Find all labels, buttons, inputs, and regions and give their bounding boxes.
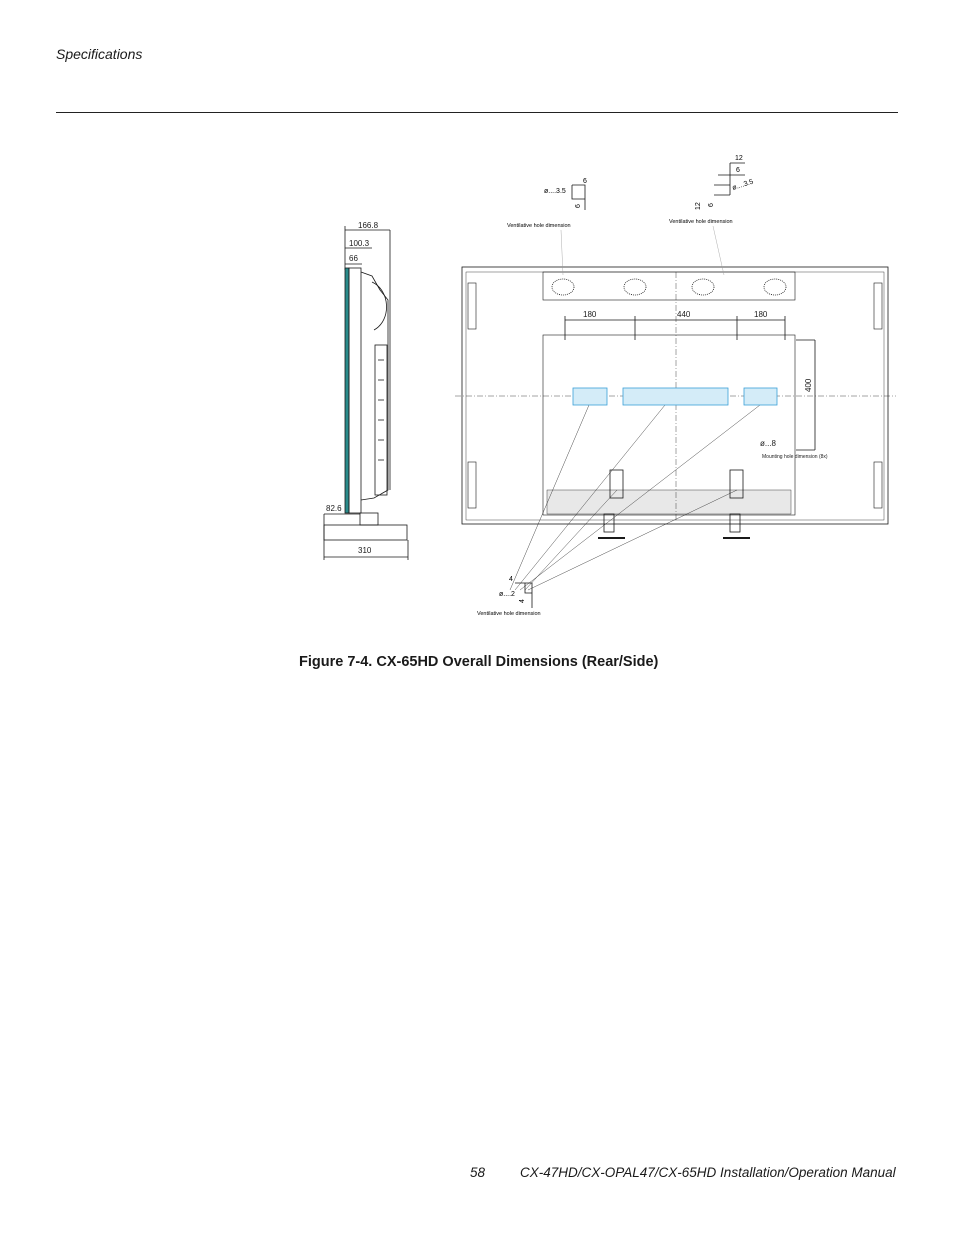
manual-title: CX-47HD/CX-OPAL47/CX-65HD Installation/Operation Manual [520,1165,896,1180]
vent-b-diameter: ø....3.5 [731,178,755,192]
label-spacing-left: 180 [583,310,597,319]
vent-c-dim-side: 4 [519,599,526,603]
vent-a-dim-h: 6 [583,178,587,185]
figure-caption: Figure 7-4. CX-65HD Overall Dimensions (Rear/Side) [299,654,659,670]
label-depth-total: 166.8 [358,221,379,230]
label-spacing-center: 440 [677,310,691,319]
label-stand-depth: 310 [358,546,372,555]
rear-view [455,226,896,590]
vent-b-dim-side: 12 [695,202,702,210]
vent-detail-c [477,576,541,617]
vent-a-diameter: ø....3.5 [544,188,566,195]
vent-b-label: Ventilative hole dimension [669,219,733,225]
label-depth-mid: 100.3 [349,239,370,248]
vent-c-diameter: ø....2 [499,591,515,598]
label-spacing-vertical: 400 [804,378,813,392]
section-title: Specifications [56,46,143,62]
vent-detail-b [669,155,754,225]
label-mount-diameter: ø...8 [760,439,777,448]
vent-highlights [573,388,777,405]
page-number: 58 [470,1165,486,1180]
vent-b-dim-side-inner: 6 [708,203,715,207]
label-stand-height: 82.6 [326,504,342,513]
vent-a-label: Ventilative hole dimension [507,223,571,229]
vent-c-label: Ventilative hole dimension [477,611,541,617]
vent-a-dim-v: 6 [575,204,582,208]
side-view-labels [326,221,379,555]
label-depth-panel: 66 [349,254,358,263]
rear-view-labels [583,310,828,460]
vent-c-dim-top: 4 [509,576,513,583]
vent-b-dim-inner: 6 [736,167,740,174]
label-spacing-right: 180 [754,310,768,319]
vent-b-dim-top: 12 [735,155,743,162]
vent-detail-a [507,178,587,229]
label-mount-holes: Mounting hole dimension (8x) [762,454,828,460]
